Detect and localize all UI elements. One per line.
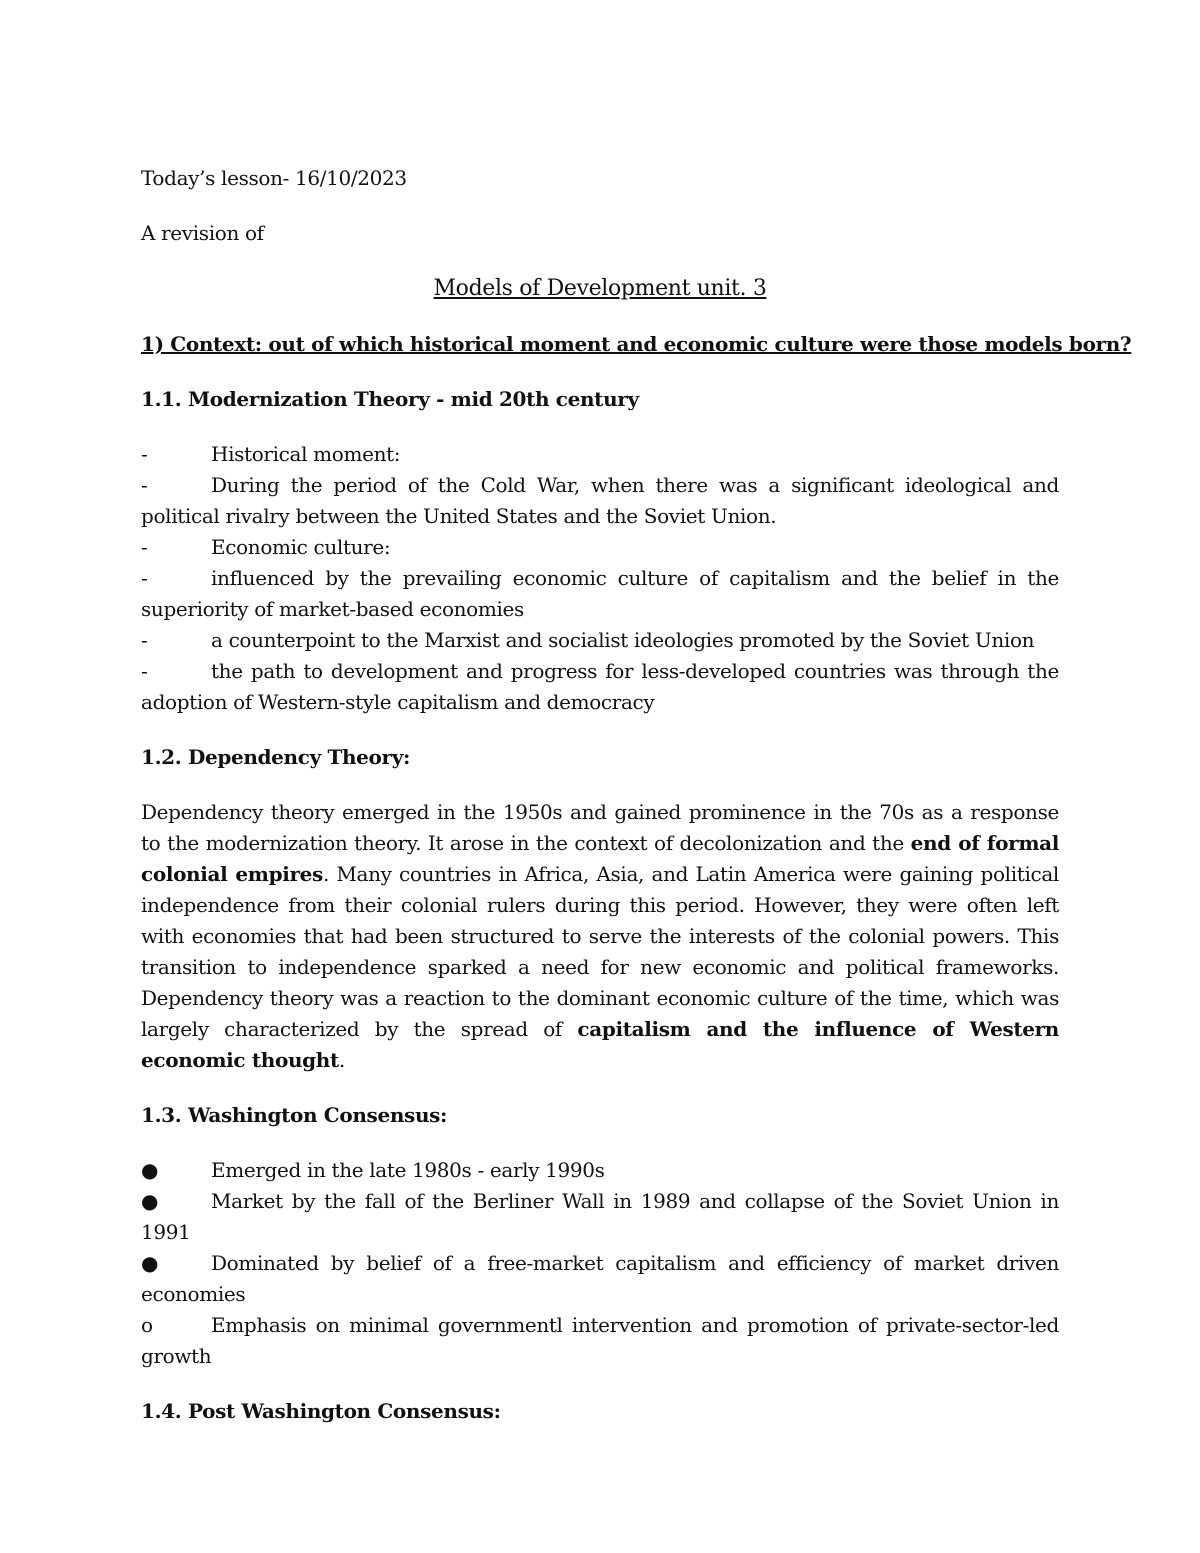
heading-post-washington: 1.4. Post Washington Consensus: bbox=[141, 1399, 501, 1423]
list-item-text: Emerged in the late 1980s - early 1990s bbox=[211, 1158, 605, 1182]
list-item-text: Historical moment: bbox=[211, 442, 401, 466]
context-question: 1) Context: out of which historical moment and economic culture were those models born? bbox=[141, 332, 1132, 356]
list-item bbox=[141, 470, 1059, 532]
list-item bbox=[141, 532, 1059, 563]
list-item-text: Dominated by belief of a free-market capitalism and efficiency of market driven economies bbox=[141, 1251, 1059, 1306]
revision-intro: A revision of bbox=[141, 221, 264, 245]
dash-marker: - bbox=[141, 628, 148, 652]
paragraph-text: . Many countries in Africa, Asia, and Latin America were gaining political independence from their colonial rulers during this period. However, they were often left with economies that had been structured to serve the interests of the colonial powers. This transition to independence sparked a need for new economic and political frameworks. Dependency theory was a reaction to the dominant economic culture of the time, which was largely characterized by the spread of bbox=[141, 862, 1059, 1041]
washington-list bbox=[141, 1155, 1059, 1372]
circle-marker: o bbox=[141, 1313, 153, 1337]
list-item-text: influenced by the prevailing economic culture of capitalism and the belief in the superiority of market-based economies bbox=[141, 566, 1059, 621]
document-page bbox=[141, 163, 1132, 1427]
dependency-paragraph bbox=[141, 797, 1059, 1076]
list-item bbox=[141, 625, 1059, 656]
list-item bbox=[141, 439, 1059, 470]
heading-modernization: 1.1. Modernization Theory - mid 20th century bbox=[141, 387, 639, 411]
paragraph-text: . bbox=[338, 1048, 345, 1072]
list-item-text: Economic culture: bbox=[211, 535, 391, 559]
bold-phrase: end of formal colonial empires bbox=[141, 831, 1059, 886]
heading-washington: 1.3. Washington Consensus: bbox=[141, 1103, 448, 1127]
modernization-list bbox=[141, 439, 1059, 718]
list-item bbox=[141, 563, 1059, 625]
dash-marker: - bbox=[141, 535, 148, 559]
list-item bbox=[141, 1186, 1059, 1248]
list-item bbox=[141, 1155, 1059, 1186]
list-item bbox=[141, 656, 1059, 718]
dash-marker: - bbox=[141, 442, 148, 466]
bullet-marker: ● bbox=[141, 1158, 159, 1182]
list-item bbox=[141, 1248, 1059, 1310]
list-item-text: a counterpoint to the Marxist and socialist ideologies promoted by the Soviet Union bbox=[211, 628, 1035, 652]
list-item bbox=[141, 1310, 1059, 1372]
paragraph-text: Dependency theory emerged in the 1950s and gained prominence in the 70s as a response to the modernization theory. It arose in the context of decolonization and the bbox=[141, 800, 1059, 855]
bold-phrase: capitalism and the influence of Western economic thought bbox=[141, 1017, 1059, 1072]
bullet-marker: ● bbox=[141, 1189, 159, 1213]
dash-marker: - bbox=[141, 473, 148, 497]
list-item-text: the path to development and progress for less-developed countries was through the adoption of Western-style capitalism and democracy bbox=[141, 659, 1059, 714]
bullet-marker: ● bbox=[141, 1251, 159, 1275]
list-item-text: Market by the fall of the Berliner Wall in 1989 and collapse of the Soviet Union in 1991 bbox=[141, 1189, 1059, 1244]
list-item-text: Emphasis on minimal governmentl intervention and promotion of private-sector-led growth bbox=[141, 1313, 1059, 1368]
list-item-text: During the period of the Cold War, when there was a significant ideological and political rivalry between the United States and the Soviet Union. bbox=[141, 473, 1059, 528]
dash-marker: - bbox=[141, 566, 148, 590]
heading-dependency: 1.2. Dependency Theory: bbox=[141, 745, 411, 769]
dash-marker: - bbox=[141, 659, 148, 683]
document-title: Models of Development unit. 3 bbox=[433, 276, 767, 301]
lesson-date: Today’s lesson- 16/10/2023 bbox=[141, 166, 407, 190]
